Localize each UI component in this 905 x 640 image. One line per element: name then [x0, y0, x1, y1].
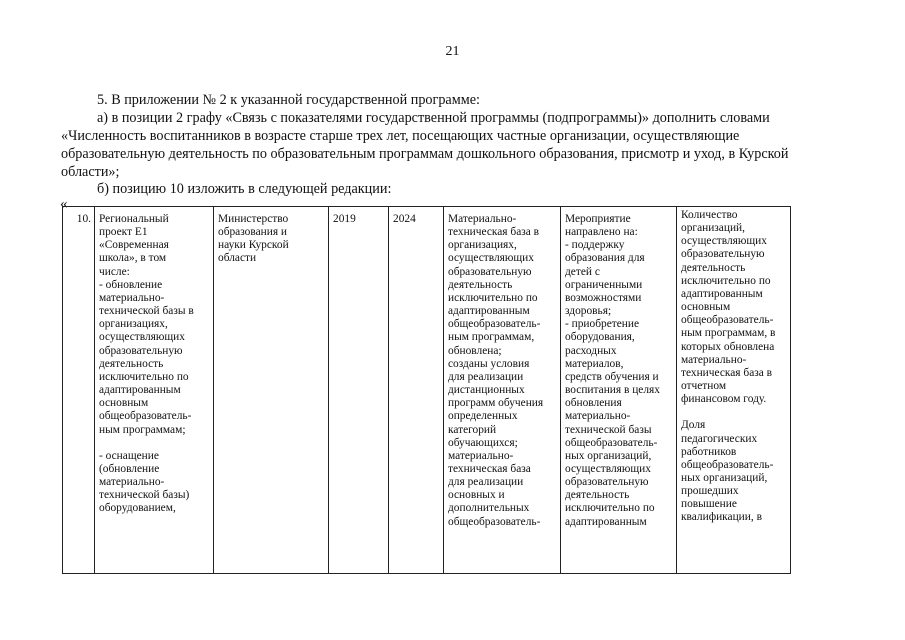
cell-text-line: осуществляющих [448, 252, 534, 265]
start-year-cell: 2019 [329, 207, 389, 574]
program-table [62, 206, 791, 574]
cell-text-line: деятельность [565, 489, 630, 502]
cell-text-line: ным программам, в [681, 327, 776, 340]
cell-text-line: повышение [681, 498, 737, 511]
cell-text-line: расходных [565, 344, 617, 357]
cell-text-line: технической базы [565, 423, 652, 436]
cell-text-line: которых обновлена [681, 340, 775, 353]
cell-text-line: адаптированным [565, 515, 647, 528]
paragraph-a-line-2: «Численность воспитанников в возрасте старше трех лет, посещающих частные организации, осуществляющие [61, 128, 740, 144]
cell-text-line: общеобразователь- [681, 314, 774, 327]
cell-text-line: общеобразователь- [448, 515, 541, 528]
cell-text-line: воспитания в целях [565, 384, 660, 397]
cell-text-line: организациях, [448, 239, 517, 252]
cell-text-line: детей с [565, 265, 600, 278]
cell-text-line: - приобретение [565, 318, 640, 331]
measures-cell [561, 207, 677, 574]
cell-text-line: обучающихся; [448, 436, 518, 449]
page-number: 21 [445, 44, 460, 59]
cell-text-line: обновлена; [448, 344, 502, 357]
cell-text-line: деятельность [99, 357, 164, 370]
cell-text-line: работников [681, 445, 737, 458]
cell-text-line: (обновление [99, 462, 160, 475]
row-number-cell: 10. [63, 207, 95, 574]
cell-text-line: Мероприятие [565, 213, 631, 225]
table-row [63, 207, 791, 574]
cell-text-line: материалов, [565, 357, 624, 370]
cell-text-line: школа», в том [99, 252, 167, 265]
cell-text-line: науки Курской [218, 239, 289, 252]
cell-text-line: ным программам; [99, 423, 186, 436]
cell-text-line: Региональный [99, 213, 169, 225]
cell-text-line: ных организаций, [681, 471, 768, 484]
cell-text-line: образования и [218, 226, 288, 239]
cell-text-line: Доля [681, 419, 706, 432]
expected-result-cell [444, 207, 561, 574]
cell-text-line: адаптированным [448, 305, 530, 318]
cell-text-line: образовательную [565, 476, 649, 489]
cell-text-line: - оснащение [99, 449, 159, 462]
cell-text-line: организациях, [99, 318, 168, 331]
paragraph-b: б) позицию 10 изложить в следующей редакции: [97, 181, 392, 197]
cell-text-line: - поддержку [565, 239, 625, 252]
cell-text-line: области [218, 252, 257, 265]
cell-text-line: осуществляющих [681, 235, 767, 248]
cell-text-line: ным программам, [448, 331, 535, 344]
cell-text-line: деятельность [448, 278, 513, 291]
cell-text-line: образовательную [99, 344, 183, 357]
cell-text-line: для реализации [448, 370, 524, 383]
cell-text-line: программ обучения [448, 397, 544, 410]
cell-text-line: техническая база в [448, 226, 540, 239]
cell-text-line: материально- [99, 291, 165, 304]
cell-text-line: адаптированным [681, 287, 763, 300]
cell-text-line: «Современная [99, 239, 169, 252]
cell-text-line: адаптированным [99, 384, 181, 397]
cell-text-line: образовательную [448, 265, 532, 278]
cell-text-line: осуществляющих [565, 462, 651, 475]
cell-text-line: оборудованием, [99, 502, 176, 515]
cell-text-line: исключительно по [448, 291, 538, 304]
cell-text-line: средств обучения и [565, 370, 659, 383]
cell-text-line: осуществляющих [99, 331, 185, 344]
cell-text-line: проект Е1 [99, 226, 148, 239]
cell-text-line: Количество [681, 209, 738, 221]
cell-text-line: ных организаций, [565, 449, 652, 462]
cell-text-line: основным [681, 301, 731, 314]
cell-text-line: основных и [448, 489, 505, 502]
cell-text-line: для реализации [448, 476, 524, 489]
cell-text-line: образования для [565, 252, 645, 265]
cell-text-line: общеобразователь- [681, 458, 774, 471]
end-year-cell: 2024 [389, 207, 444, 574]
cell-text-line: прошедших [681, 485, 739, 498]
cell-text-line: основным [99, 397, 149, 410]
cell-text-line: определенных [448, 410, 518, 423]
cell-text-line: ограниченными [565, 278, 643, 291]
cell-text-line: технической базы в [99, 305, 194, 318]
cell-text-line: квалификации, в [681, 511, 762, 524]
cell-text-line: исключительно по [681, 274, 771, 287]
cell-text-line: финансовом году. [681, 393, 767, 406]
opening-quote: « [60, 196, 68, 212]
cell-text-line: технической базы) [99, 489, 190, 502]
cell-text-line: возможностями [565, 291, 642, 304]
cell-text-line: Материально- [448, 213, 517, 225]
cell-text-line: отчетном [681, 380, 727, 393]
blank-line [99, 437, 210, 450]
paragraph-a-line-4: области»; [61, 164, 120, 180]
paragraph-a-line-1: а) в позиции 2 графу «Связь с показателями государственной программы (подпрограммы)» дополнить словами [97, 110, 770, 126]
cell-text-line: техническая база [448, 462, 531, 475]
indicators-cell [677, 207, 791, 574]
cell-text-line: оборудования, [565, 331, 635, 344]
cell-text-line: дополнительных [448, 502, 530, 515]
cell-text-line: педагогических [681, 432, 758, 445]
cell-text-line: общеобразователь- [565, 436, 658, 449]
blank-line [681, 406, 787, 419]
cell-text-line: дистанционных [448, 384, 525, 397]
cell-text-line: обновления [565, 397, 622, 410]
cell-text-line: организаций, [681, 222, 745, 235]
cell-text-line: общеобразователь- [448, 318, 541, 331]
cell-text-line: деятельность [681, 261, 746, 274]
cell-text-line: техническая база в [681, 366, 773, 379]
cell-text-line: общеобразователь- [99, 410, 192, 423]
cell-text-line: числе: [99, 265, 130, 278]
project-name-cell [95, 207, 214, 574]
cell-text-line: - обновление [99, 278, 163, 291]
cell-text-line: направлено на: [565, 226, 638, 239]
paragraph-item-5: 5. В приложении № 2 к указанной государственной программе: [97, 92, 480, 108]
cell-text-line: исключительно по [99, 370, 189, 383]
cell-text-line: материально- [565, 410, 631, 423]
cell-text-line: исключительно по [565, 502, 655, 515]
cell-text-line: Министерство [218, 213, 289, 225]
cell-text-line: материально- [99, 475, 165, 488]
paragraph-a-line-3: образовательную деятельность по образовательным программам дошкольного образования, присмотр и уход, в Курской [61, 146, 789, 162]
cell-text-line: категорий [448, 423, 497, 436]
cell-text-line: материально- [448, 449, 514, 462]
executor-cell [214, 207, 329, 574]
cell-text-line: созданы условия [448, 357, 530, 370]
cell-text-line: здоровья; [565, 305, 612, 318]
cell-text-line: материально- [681, 353, 747, 366]
cell-text-line: образовательную [681, 248, 765, 261]
